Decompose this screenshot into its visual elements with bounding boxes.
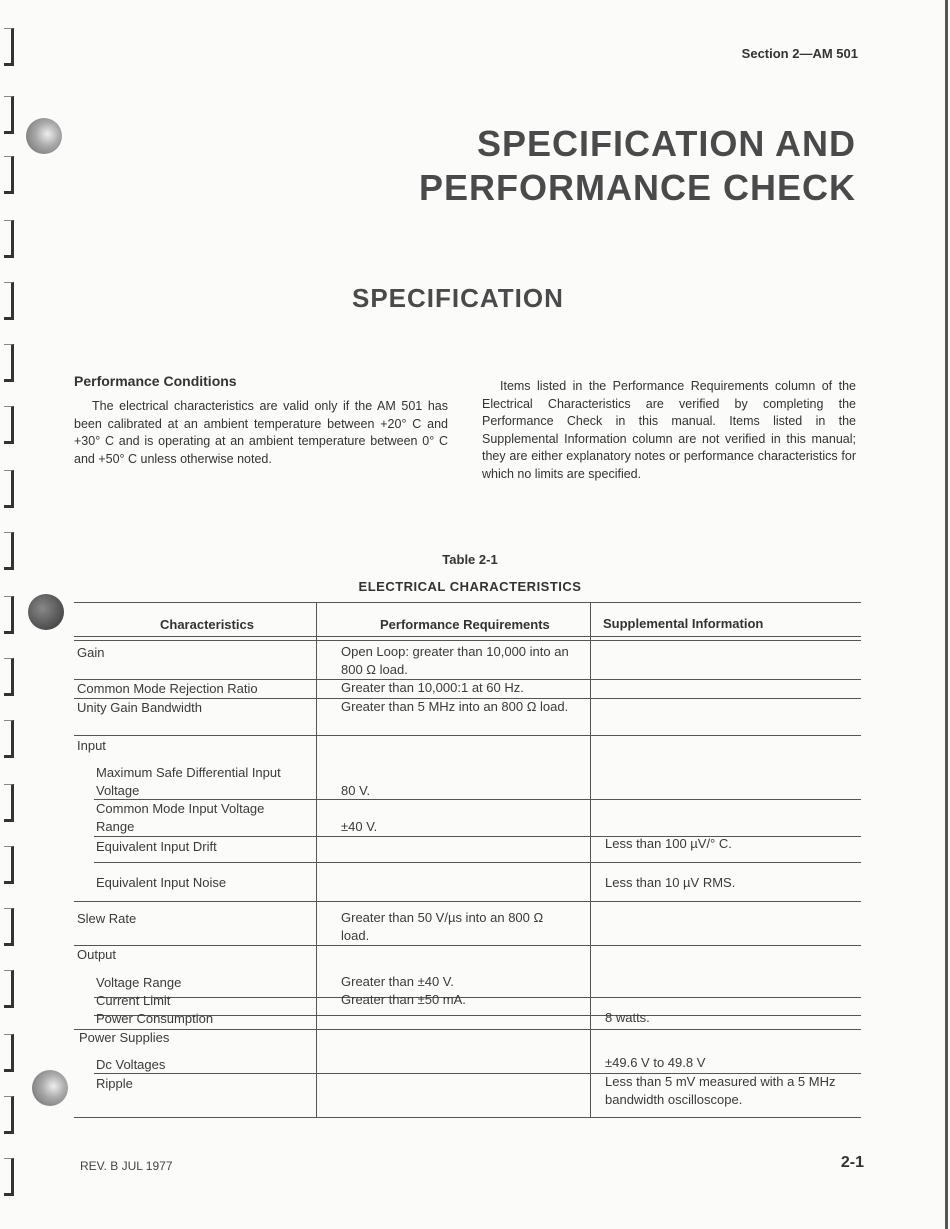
section-subtitle: SPECIFICATION bbox=[352, 283, 564, 313]
table-cell: Input bbox=[77, 738, 106, 753]
binder-hole bbox=[32, 1070, 68, 1106]
table-cell: Equivalent Input Drift bbox=[96, 839, 217, 854]
column-header-performance: Performance Requirements bbox=[380, 617, 550, 632]
table-rule bbox=[74, 602, 861, 603]
table-rule bbox=[74, 1029, 861, 1030]
page-title bbox=[419, 122, 856, 210]
binder-bracket bbox=[4, 846, 14, 884]
binder-bracket bbox=[4, 220, 14, 258]
table-cell: Power Consumption bbox=[96, 1011, 214, 1026]
binder-bracket bbox=[4, 470, 14, 508]
table-rule bbox=[94, 862, 861, 863]
table-cell: Greater than ±40 V. bbox=[341, 974, 454, 989]
section-header: Section 2—AM 501 bbox=[741, 46, 858, 61]
table-cell: Output bbox=[77, 947, 117, 962]
table-cell: Voltage Range bbox=[96, 975, 182, 990]
table-cell: Less than 100 µV/° C. bbox=[605, 836, 732, 851]
table-cell: Ripple bbox=[96, 1076, 133, 1091]
table-cell: 8 watts. bbox=[605, 1010, 650, 1025]
table-cell: Less than 5 mV measured with a 5 MHz bandwidth oscilloscope. bbox=[605, 1074, 836, 1107]
table-cell: Equivalent Input Noise bbox=[96, 875, 227, 890]
binder-bracket bbox=[4, 658, 14, 696]
binder-hole bbox=[26, 118, 62, 154]
binder-bracket bbox=[4, 596, 14, 634]
table-cell: Common Mode Input Voltage Range bbox=[96, 801, 265, 834]
table-cell: Greater than 10,000:1 at 60 Hz. bbox=[341, 680, 524, 695]
binder-bracket bbox=[4, 344, 14, 382]
table-cell: Less than 10 µV RMS. bbox=[605, 875, 736, 890]
table-rule bbox=[74, 636, 861, 637]
page-number: 2-1 bbox=[840, 1154, 864, 1171]
binder-bracket bbox=[4, 1034, 14, 1072]
table-number: Table 2-1 bbox=[442, 552, 498, 567]
table-cell: Slew Rate bbox=[77, 911, 137, 926]
table-cell: 80 V. bbox=[341, 783, 371, 798]
table-cell: Dc Voltages bbox=[96, 1057, 166, 1072]
table-cell: Open Loop: greater than 10,000 into an 800 Ω load. bbox=[341, 644, 569, 677]
table-rule bbox=[74, 735, 861, 736]
table-rule bbox=[94, 997, 861, 998]
table-cell: ±40 V. bbox=[341, 819, 378, 834]
table-title: ELECTRICAL CHARACTERISTICS bbox=[358, 579, 582, 594]
performance-conditions-text: The electrical characteristics are valid only if the AM 501 has been calibrated at an ambient temperature between +20° C and +30° C and is operating at an ambient temperature between 0° C and +50° C unless otherwise noted. bbox=[74, 399, 448, 466]
binder-bracket bbox=[4, 784, 14, 822]
binder-hole bbox=[28, 594, 64, 630]
table-rule bbox=[74, 901, 861, 902]
electrical-characteristics-table bbox=[74, 602, 861, 1118]
binder-bracket bbox=[4, 1096, 14, 1134]
table-cell: Common Mode Rejection Ratio bbox=[77, 681, 258, 696]
table-cell: Unity Gain Bandwidth bbox=[77, 700, 203, 715]
table-cell: Maximum Safe Differential Input Voltage bbox=[96, 765, 281, 798]
binder-bracket bbox=[4, 28, 14, 66]
table-cell: Current Limit bbox=[96, 993, 171, 1008]
binder-bracket bbox=[4, 406, 14, 444]
table-rule bbox=[74, 640, 861, 641]
title-line-1: SPECIFICATION AND bbox=[476, 123, 856, 164]
binder-bracket bbox=[4, 96, 14, 134]
table-cell: Gain bbox=[77, 645, 105, 660]
binder-bracket bbox=[4, 720, 14, 758]
table-cell: Power Supplies bbox=[79, 1030, 170, 1045]
revision-label: REV. B JUL 1977 bbox=[80, 1159, 173, 1173]
binder-bracket bbox=[4, 1158, 14, 1196]
table-cell: Greater than ±50 mA. bbox=[341, 992, 466, 1007]
column-header-characteristics: Characteristics bbox=[160, 617, 254, 632]
table-rule bbox=[94, 836, 861, 837]
table-cell: Greater than 5 MHz into an 800 Ω load. bbox=[341, 699, 569, 714]
binder-bracket bbox=[4, 970, 14, 1008]
binder-bracket bbox=[4, 156, 14, 194]
binder-bracket bbox=[4, 908, 14, 946]
performance-conditions-heading: Performance Conditions bbox=[74, 373, 237, 389]
title-line-2: PERFORMANCE CHECK bbox=[418, 167, 856, 208]
binder-bracket bbox=[4, 282, 14, 320]
table-rule bbox=[316, 602, 317, 1117]
table-cell: Greater than 50 V/µs into an 800 Ω load. bbox=[341, 910, 544, 943]
table-cell: ±49.6 V to 49.8 V bbox=[605, 1055, 706, 1070]
page-edge bbox=[945, 0, 948, 1229]
table-rule bbox=[590, 602, 591, 1117]
table-rule bbox=[74, 945, 861, 946]
requirements-paragraph: Items listed in the Performance Requirements column of the Electrical Characteristics are verified by completing the Performance Check in this manual. Items listed in the Supplemental Information column are not verified in this manual; they are either explanatory notes or performance characteristics for which no limits are specified. bbox=[482, 379, 856, 481]
column-header-supplemental: Supplemental Information bbox=[603, 616, 764, 631]
table-rule bbox=[74, 1117, 861, 1118]
